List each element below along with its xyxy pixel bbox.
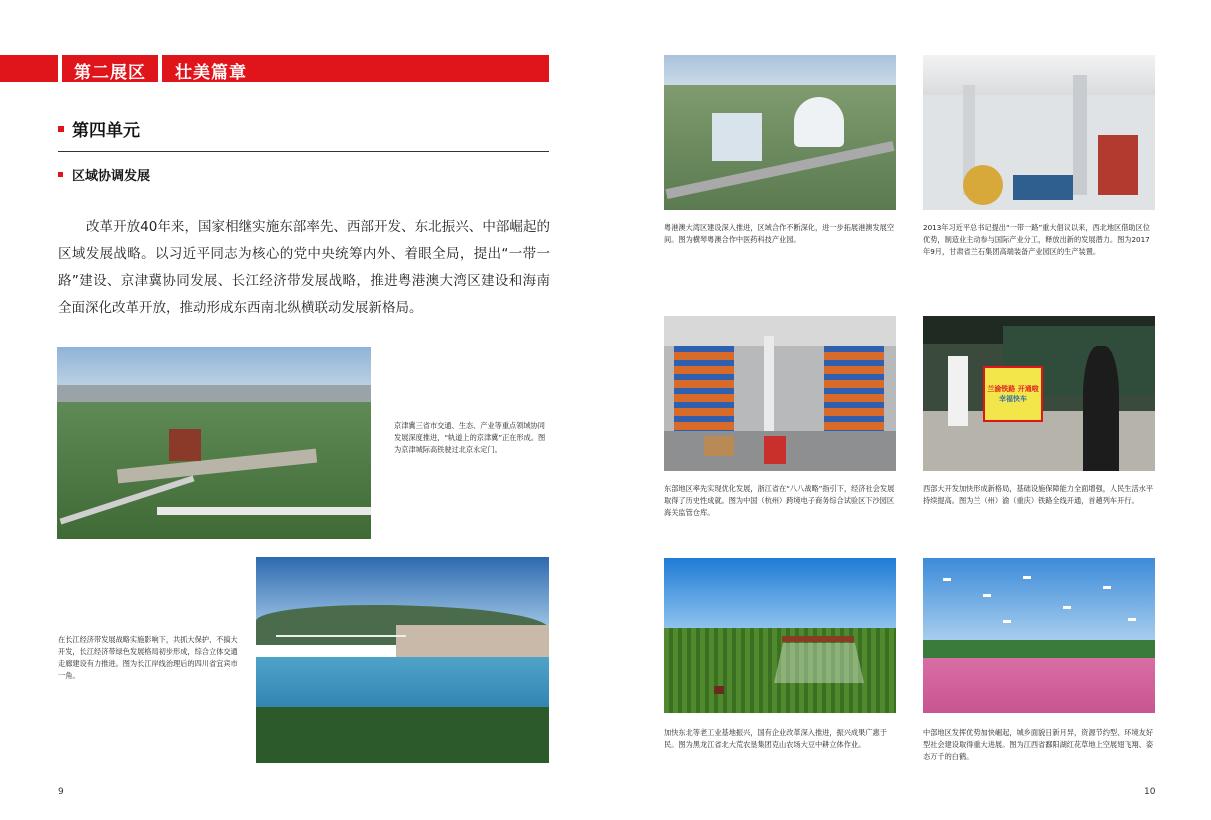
photo-yibin-yangtze [256, 557, 549, 763]
page-number-right: 10 [1144, 787, 1156, 797]
section-title: 区域协调发展 [72, 169, 151, 184]
unit-heading [58, 116, 140, 141]
photo-beijing-yongdingmen [57, 347, 371, 539]
bullet-square-icon [58, 172, 63, 177]
caption-west: 西部大开发加快形成新格局，基础设施保障能力全面增强，人民生活水平持续提高。图为兰（州）渝（重庆）铁路全线开通，首趟列车开行。 [923, 484, 1154, 505]
page-number-left: 9 [58, 787, 64, 797]
photo-lanyu-railway [923, 316, 1155, 471]
celebration-banner [983, 366, 1043, 422]
caption-yangtze: 在长江经济带发展战略实施影响下，共抓大保护、不搞大开发，长江经济带绿色发展格局初步形成，综合立体交通走廊建设有力推进。图为长江岸线治理后的四川省宜宾市一角。 [58, 635, 238, 680]
photo-hangzhou-warehouse [664, 316, 896, 471]
caption-gba: 粤港澳大湾区建设深入推进，区域合作不断深化，进一步拓展港澳发展空间。图为横琴粤澳合作中医药科技产业园。 [664, 223, 895, 244]
photo-lanshi-factory [923, 55, 1155, 210]
intro-paragraph: 改革开放40年来，国家相继实施东部率先、西部开发、东北振兴、中部崛起的区域发展战略。以习近平同志为核心的党中央统筹内外、着眼全局，提出“一带一路”建设、京津冀协同发展、长江经济带发展战略，推进粤港澳大湾区建设和海南全面深化改革开放，推动形成东西南北纵横联动发展新格局。 [58, 219, 550, 316]
banner-text: 兰渝铁路 开通啦 [987, 385, 1039, 393]
banner-divider [58, 55, 62, 82]
caption-beijing: 京津冀三省市交通、生态、产业等重点领域协同发展深度推进，“轨道上的京津冀”正在形成。图为京津城际高铁驶过北京永定门。 [394, 421, 546, 454]
photo-poyang-cranes [923, 558, 1155, 713]
banner-subtext: 幸福快车 [999, 395, 1027, 403]
banner-divider [158, 55, 162, 82]
bullet-square-icon [58, 126, 64, 132]
exhibit-label: 第二展区 [74, 63, 146, 83]
exhibit-banner [0, 55, 549, 82]
unit-title: 第四单元 [72, 121, 140, 141]
heading-rule [58, 151, 549, 152]
caption-northeast: 加快东北等老工业基地振兴，国有企业改革深入推进，振兴成果广惠于民。图为黑龙江省北大荒农垦集团克山农场大豆中耕立体作业。 [664, 728, 887, 749]
caption-central: 中部地区发挥优势加快崛起，城乡面貌日新月异，资源节约型、环境友好型社会建设取得重大进展。图为江西省鄱阳湖红花草地上空展翅飞翔、姿态万千的白鹤。 [923, 728, 1154, 761]
photo-hengqin-park [664, 55, 896, 210]
photo-kehshan-farm [664, 558, 896, 713]
caption-east: 东部地区率先实现优化发展，浙江省在“八八战略”指引下，经济社会发展取得了历史性成就。图为中国（杭州）跨境电子商务综合试验区下沙园区海关监管仓库。 [664, 484, 895, 517]
chapter-label: 壮美篇章 [175, 63, 247, 83]
caption-beltroad: 2013年习近平总书记提出“一带一路”重大倡议以来，西北地区借助区位优势，制造业主动参与国际产业分工，释放出新的发展潜力。图为2017年9月，甘肃省兰石集团高端装备产业园区的生产装置。 [923, 223, 1150, 256]
section-heading [58, 165, 150, 184]
